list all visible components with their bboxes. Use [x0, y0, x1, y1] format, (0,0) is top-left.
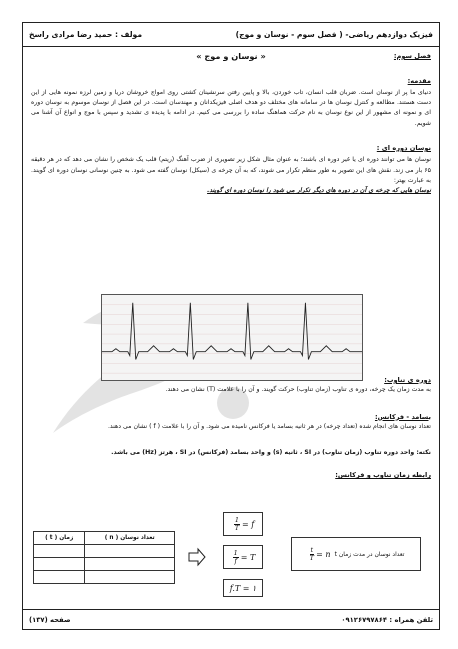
table-header-t: زمان ( t ) [34, 532, 85, 545]
formula-n-fraction [310, 547, 315, 562]
formula-n-numerator: t [310, 545, 314, 554]
formula-product-box [223, 579, 263, 597]
arrow-icon [187, 547, 207, 567]
page-content [31, 51, 431, 197]
relation-heading: رابطه زمان تناوب و فرکانس: [335, 471, 431, 480]
footer-page-number: صفحه (۱۳۷) [29, 615, 71, 624]
formula-n-denominator: T [309, 553, 315, 562]
period-text: به مدت زمان یک چرخه، دوره ی تناوب (زمان تناوب) حرکت گویند. و آن را با علامت (T) نشان می دهند. [165, 386, 431, 394]
intro-text: دنیای ما پر از نوسان است. ضربان قلب انسان، تاب خوردن، بالا و پایین رفتن سرنشینان کشتی روی امواج خروشان دریا و زمین لرزه نمونه هایی از این دست هستند. مطالعه و کنترل نوسان ها در سامانه های مختلف دو هدف اصلی فیزیکدانان و مهندسان است. در این فصل از نوسان موسوم به نوسان دوره ای و نمونه ای مشهور از این نوع نوسان به نام حرکت هماهنگ ساده را بررسی می کنیم. در ادامه با پدیده ی تشدید و سپس با موج و انواع آن آشنا می شویم. [31, 88, 431, 127]
formula-n-box [291, 537, 421, 571]
period-heading: دوره ی تناوب: [384, 376, 431, 384]
table-row [34, 545, 175, 558]
table-cell[interactable] [34, 558, 85, 571]
page-header [23, 23, 439, 47]
formula-T-label: T = [240, 552, 256, 562]
table-cell[interactable] [85, 545, 175, 558]
formula-f-box [223, 512, 263, 536]
data-table [33, 531, 175, 584]
page-footer [23, 609, 439, 629]
formula-f-label: f = [241, 519, 255, 529]
table-header-n: تعداد نوسان ( n ) [85, 532, 175, 545]
frequency-text: تعداد نوسان های انجام شده (تعداد چرخه) در هر ثانیه بسامد یا فرکانس نامیده می شود. و آن را با علامت ( f ) نشان می دهند. [107, 422, 431, 430]
ecg-image [101, 294, 363, 381]
table-cell[interactable] [34, 571, 85, 584]
formula-f-numerator: 1 [234, 515, 239, 524]
chapter-label: فصل سوم: [393, 52, 431, 60]
footer-phone: تلفن همراه : ۰۹۱۲۶۷۹۷۸۶۴ [341, 615, 433, 624]
formula-n-text: تعداد نوسان در مدت زمان t [334, 550, 405, 558]
formula-T-fraction [233, 550, 239, 565]
formula-n-label: n = [316, 549, 331, 559]
worksheet-page [22, 22, 440, 630]
formula-T-numerator: 1 [233, 548, 238, 557]
periodic-text: نوسان ها می توانند دوره ای یا غیر دوره ای باشند؛ به عنوان مثال شکل زیر تصویری از ضرب آهنگ (ریتم) قلب یک شخص را نشان می دهد که در هر دقیقه ۶۵ بار می زند. نقش های این تصویر به طور منظم تکرار می شوند، که به آن چرخه ی (سیکل) نوسان گفته می شود. به چنین نوسانی نوسان دوره ای گویند. به عبارت بهتر: [31, 156, 431, 184]
intro-heading: مقدمه: [407, 76, 431, 85]
table-row [34, 558, 175, 571]
periodic-heading: نوسان دوره ای : [376, 144, 431, 153]
table-cell[interactable] [85, 558, 175, 571]
formula-product: f.T = ۱ [229, 583, 257, 593]
note-text: نکته: واحد دوره تناوب (زمان تناوب) در SI ، ثانیه (s) و واحد بسامد (فرکانس) در SI ، هرتز (Hz) می باشد. [111, 449, 431, 457]
header-title: فیزیک دوازدهم ریاضی- ( فصل سوم - نوسان و موج) [235, 30, 433, 39]
periodic-definition: نوسان هایی که چرخه ی آن در دوره های دیگر تکرار می شود را نوسان دوره ای گویند. [207, 187, 431, 195]
frequency-heading: بسامد - فرکانس: [374, 412, 431, 421]
formula-T-denominator: f [234, 556, 237, 565]
header-author: مولف : حمید رضا مرادی راسخ [29, 30, 143, 39]
formula-f-denominator: T [234, 523, 240, 532]
table-cell[interactable] [34, 545, 85, 558]
table-cell[interactable] [85, 571, 175, 584]
definitions-block [31, 375, 431, 481]
table-row [34, 571, 175, 584]
chapter-title: « نوسان و موج » [196, 51, 266, 62]
formula-f-fraction [234, 517, 240, 532]
table-header-row [34, 532, 175, 545]
formula-T-box [223, 545, 263, 569]
